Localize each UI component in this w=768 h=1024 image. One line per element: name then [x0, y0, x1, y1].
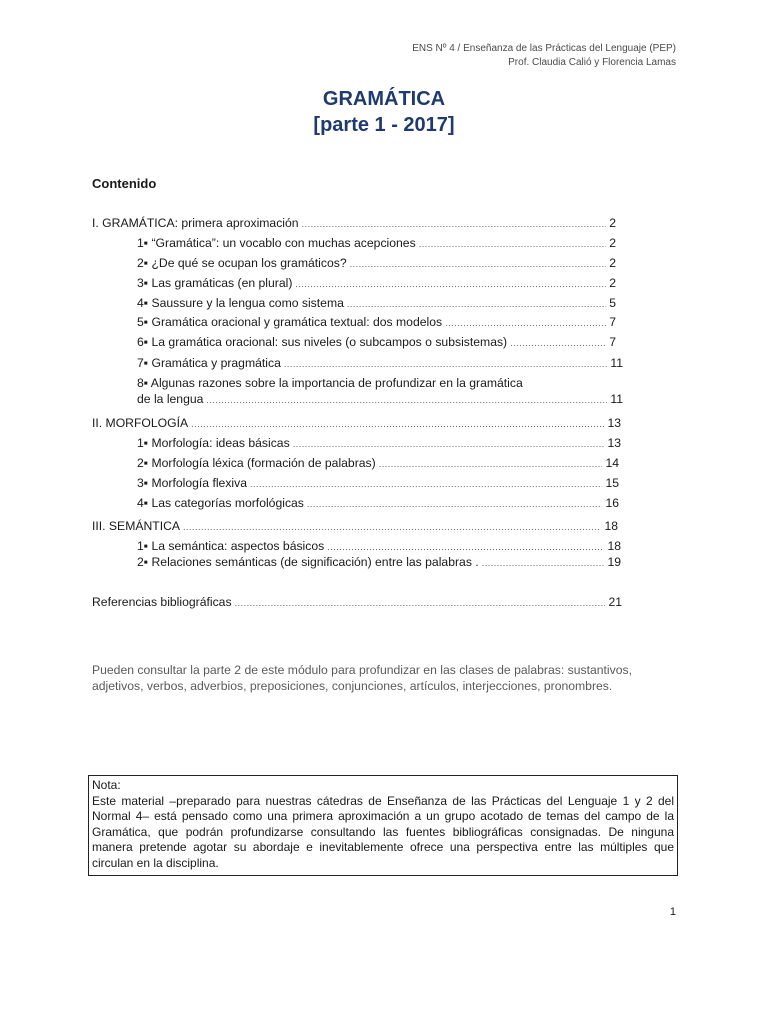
toc-leader [510, 335, 606, 351]
toc-leader [235, 595, 606, 611]
toc-entry[interactable] [137, 314, 616, 331]
note-body: Este material –preparado para nuestras cátedras de Enseñanza de las Prácticas del Lenguaje 1 y 2 del Normal 4– está pensado como una primera aproximación a un grupo acotado de temas del campo de la Gramática, que podrán profundizarse consultando las fuentes bibliográficas consignadas. De ninguna manera pretende agotar su abordaje e inevitablemente ofrece una perspectiva entre las múltiples que circulan en la disciplina. [92, 793, 674, 870]
toc-leader [350, 256, 607, 272]
toc-entry-page: 13 [607, 436, 621, 450]
header-line-2: Prof. Claudia Calió y Florencia Lamas [508, 57, 676, 68]
toc-entry[interactable] [92, 518, 618, 535]
note-label: Nota: [92, 778, 121, 792]
toc-entry-text: 3▪ Morfología flexiva [137, 476, 247, 490]
toc-leader [445, 315, 606, 331]
toc-leader [379, 456, 603, 472]
page-number: 1 [669, 906, 676, 918]
toc-entry-page: 2 [609, 276, 616, 290]
intro-note: Pueden consultar la parte 2 de este módulo para profundizar en las clases de palabras: sustantivos, adjetivos, verbos, adverbios, preposiciones, conjunciones, artículos, interjecciones, pronombres. [92, 663, 632, 693]
toc-entry-page: 2 [609, 216, 616, 230]
toc-leader [327, 539, 604, 555]
toc-entry-page: 18 [604, 519, 618, 533]
toc-entry-text: 2▪ Morfología léxica (formación de palabras) [137, 456, 376, 470]
toc-entry-page: 13 [607, 416, 621, 430]
toc-entry-text: 8▪ Algunas razones sobre la importancia de profundizar en la gramática [137, 376, 523, 390]
toc-entry-text: 1▪ La semántica: aspectos básicos [137, 539, 325, 553]
toc-entry-page: 18 [607, 539, 621, 553]
toc-leader [191, 416, 604, 432]
toc-entry[interactable] [92, 415, 621, 432]
toc-entry-page: 19 [607, 555, 621, 569]
toc-leader [347, 296, 606, 312]
toc-entry-text: 2▪ ¿De qué se ocupan los gramáticos? [137, 256, 347, 270]
toc-leader [295, 276, 606, 292]
toc-entry-text: 6▪ La gramática oracional: sus niveles (o subcampos o subsistemas) [137, 335, 508, 349]
toc-entry[interactable] [137, 538, 621, 555]
toc-entry-page: 2 [609, 256, 616, 270]
note-box [88, 775, 678, 876]
toc-entry[interactable] [137, 391, 623, 408]
toc-entry-text: Referencias bibliográficas [92, 595, 232, 609]
toc-entry[interactable] [137, 255, 616, 272]
toc-entry[interactable] [137, 435, 621, 452]
toc-leader [482, 555, 605, 571]
toc-entry-text: 2▪ Relaciones semánticas (de significación) entre las palabras . [137, 555, 479, 569]
toc-leader [183, 519, 601, 535]
toc-entry-text: I. GRAMÁTICA: primera aproximación [92, 216, 299, 230]
toc-entry[interactable] [137, 275, 616, 292]
toc-entry-text: 1▪ “Gramática”: un vocablo con muchas acepciones [137, 236, 416, 250]
toc-entry-page: 11 [610, 392, 623, 406]
toc-leader [307, 496, 603, 512]
toc-entry-page: 5 [609, 296, 616, 310]
header-line-1: ENS Nº 4 / Enseñanza de las Prácticas del Lenguaje (PEP) [412, 43, 676, 54]
toc-entry-text: 5▪ Gramática oracional y gramática textual: dos modelos [137, 315, 443, 329]
toc-leader [419, 236, 607, 252]
toc-entry-page: 7 [609, 335, 616, 349]
toc-entry-text: III. SEMÁNTICA [92, 519, 181, 533]
page-header [412, 42, 676, 70]
toc-entry[interactable] [92, 594, 622, 611]
contents-heading: Contenido [92, 176, 157, 191]
toc-entry[interactable] [137, 455, 619, 472]
toc-entry[interactable] [137, 295, 616, 312]
toc-entry-page: 11 [610, 356, 623, 370]
toc-entry[interactable] [137, 554, 621, 571]
toc-entry-page: 2 [609, 236, 616, 250]
toc-leader [206, 392, 607, 408]
toc-entry[interactable] [92, 215, 616, 232]
toc-entry[interactable] [137, 355, 623, 372]
toc-entry-text: 1▪ Morfología: ideas básicas [137, 436, 290, 450]
toc-entry-text: de la lengua [137, 392, 204, 406]
toc-entry-text: II. MORFOLOGÍA [92, 416, 189, 430]
toc-entry-text: 4▪ Las categorías morfológicas [137, 496, 304, 510]
toc-entry-text: 4▪ Saussure y la lengua como sistema [137, 296, 344, 310]
toc-entry-page: 15 [605, 476, 619, 490]
document-title: GRAMÁTICA [322, 88, 446, 110]
toc-leader [293, 436, 605, 452]
toc-entry[interactable] [137, 475, 619, 492]
document-subtitle: [parte 1 - 2017] [313, 114, 455, 136]
toc-entry-page: 16 [605, 496, 619, 510]
toc-leader [302, 216, 607, 232]
toc-entry[interactable] [137, 495, 619, 512]
toc-entry-page: 21 [608, 595, 622, 609]
toc-entry[interactable] [137, 235, 616, 252]
toc-entry-text: 7▪ Gramática y pragmática [137, 356, 281, 370]
toc-entry[interactable] [137, 375, 623, 391]
toc-entry-text: 3▪ Las gramáticas (en plural) [137, 276, 293, 290]
toc-entry-page: 14 [605, 456, 619, 470]
toc-entry[interactable] [137, 334, 616, 351]
toc-entry-page: 7 [609, 315, 616, 329]
toc-leader [250, 476, 602, 492]
toc-leader [284, 356, 607, 372]
